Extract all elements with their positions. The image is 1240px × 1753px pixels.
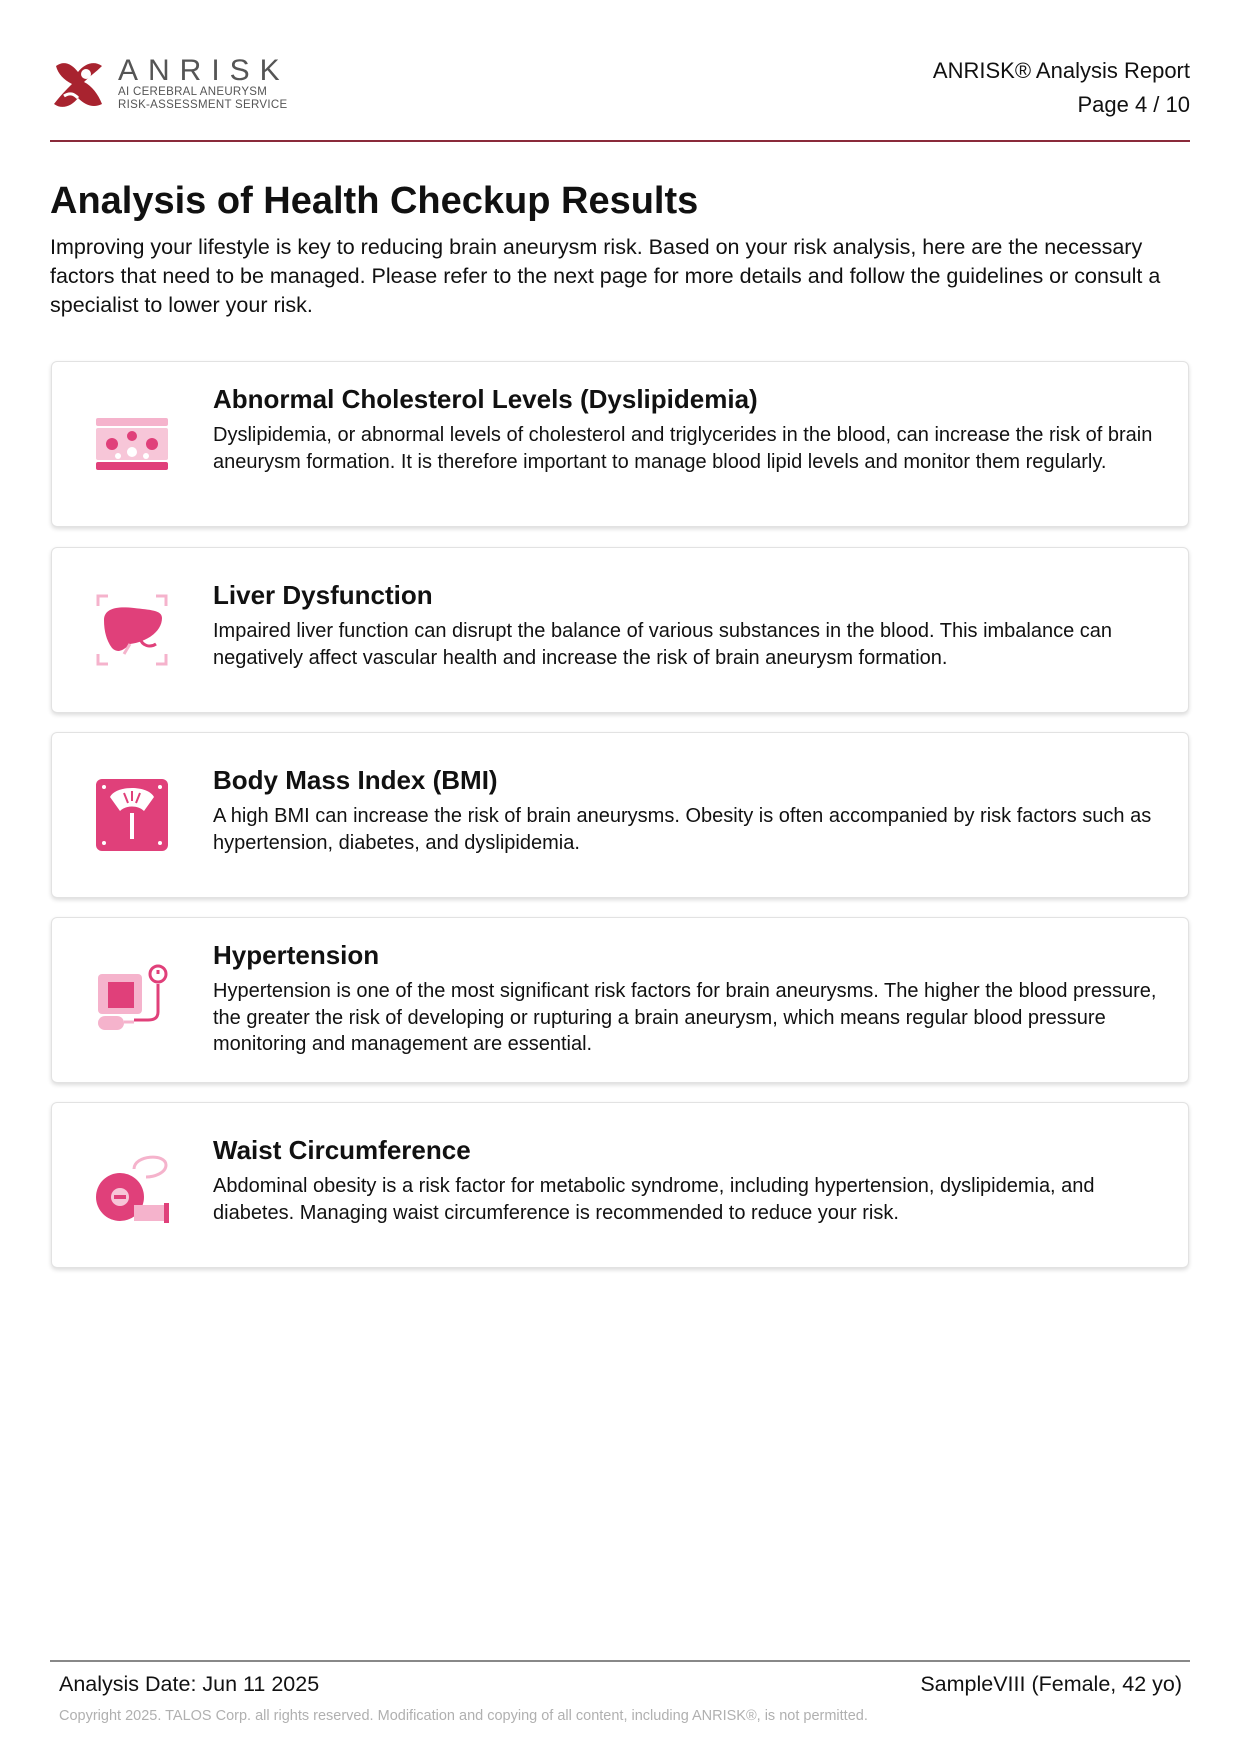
factor-title: Body Mass Index (BMI) xyxy=(213,765,498,795)
analysis-date: Analysis Date: Jun 11 2025 xyxy=(59,1672,320,1696)
logo-subtitle-line1: AI CEREBRAL ANEURYSM xyxy=(118,86,268,98)
tape-measure-icon xyxy=(94,1147,170,1223)
anrisk-logo-icon xyxy=(50,56,106,112)
report-meta xyxy=(933,54,1190,122)
factor-title: Waist Circumference xyxy=(213,1135,471,1165)
header-divider xyxy=(50,140,1190,142)
factor-card-waist xyxy=(51,1102,1189,1268)
factor-description: Dyslipidemia, or abnormal levels of cholesterol and triglycerides in the blood, can increase the risk of brain aneurysm formation. It is therefore important to manage blood lipid levels and monitor them regularly. xyxy=(213,424,1153,473)
intro-paragraph: Improving your lifestyle is key to reducing brain aneurysm risk. Based on your risk analysis, here are the necessary factors that need to be managed. Please refer to the next page for more details and follow the guidelines or consult a specialist to lower your risk. xyxy=(50,235,1161,317)
page-number: Page 4 / 10 xyxy=(1077,92,1190,117)
footer-divider xyxy=(50,1660,1190,1662)
factor-description: Abdominal obesity is a risk factor for metabolic syndrome, including hypertension, dyslipidemia, and diabetes. Managing waist circumference is recommended to reduce your risk. xyxy=(213,1175,1095,1224)
patient-info: SampleVIII (Female, 42 yo) xyxy=(920,1672,1182,1696)
factor-description: A high BMI can increase the risk of brain aneurysms. Obesity is often accompanied by risk factors such as hypertension, diabetes, and dyslipidemia. xyxy=(213,805,1152,854)
liver-icon xyxy=(94,592,170,668)
factor-card-bmi xyxy=(51,732,1189,898)
logo-name: ANRISK xyxy=(118,54,290,87)
scale-icon xyxy=(94,777,170,853)
report-title: ANRISK® Analysis Report xyxy=(932,58,1190,83)
factor-title: Abnormal Cholesterol Levels (Dyslipidemia) xyxy=(213,384,758,414)
blood-pressure-monitor-icon xyxy=(94,962,170,1038)
report-header xyxy=(50,52,1190,142)
factor-description: Hypertension is one of the most significant risk factors for brain aneurysms. The higher the blood pressure, the greater the risk of developing or rupturing a brain aneurysm, which means regular blood pressure monitoring and management are essential. xyxy=(213,980,1157,1055)
page-title: Analysis of Health Checkup Results xyxy=(50,180,699,222)
blood-vessel-icon xyxy=(94,406,170,482)
factor-title: Liver Dysfunction xyxy=(213,580,433,610)
copyright-notice: Copyright 2025. TALOS Corp. all rights reserved. Modification and copying of all content, including ANRISK®, is not permitted. xyxy=(59,1708,868,1724)
factor-card-liver xyxy=(51,547,1189,713)
factor-description: Impaired liver function can disrupt the balance of various substances in the blood. This imbalance can negatively affect vascular health and increase the risk of brain aneurysm formation. xyxy=(213,620,1113,669)
factor-title: Hypertension xyxy=(213,940,380,970)
logo-subtitle-line2: RISK-ASSESSMENT SERVICE xyxy=(118,99,288,111)
anrisk-logo xyxy=(50,56,290,112)
factor-card-cholesterol xyxy=(51,361,1189,527)
factor-card-hypertension xyxy=(51,917,1189,1083)
